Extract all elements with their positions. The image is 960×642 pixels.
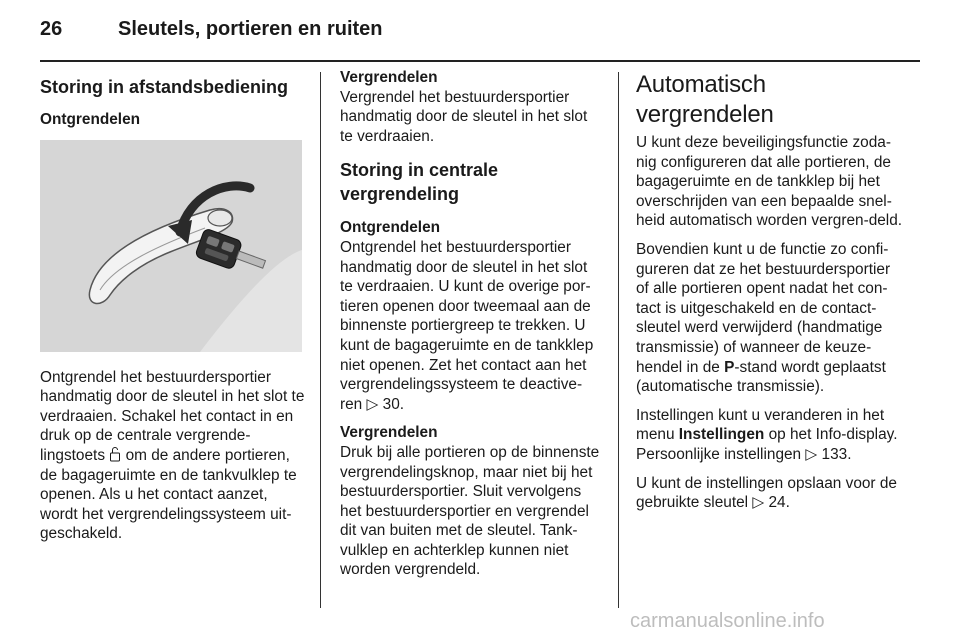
subheading-unlock-2: Ontgrendelen bbox=[340, 219, 441, 237]
section-heading-remote-fault: Storing in afstandsbediening bbox=[40, 77, 289, 97]
auto-lock-para-3-text-b: op het Info-display. Persoonlijke instellingen bbox=[636, 426, 898, 463]
door-handle-key-illustration bbox=[40, 140, 302, 352]
auto-lock-para-3 bbox=[636, 406, 904, 465]
page-ref-link[interactable]: 24 bbox=[768, 494, 786, 512]
auto-lock-para-2 bbox=[636, 240, 904, 397]
page-ref-link[interactable]: 30 bbox=[382, 395, 400, 413]
lock-instructions: Vergrendel het bestuurdersportier handmatig door de sleutel in het slot te verdraaien. bbox=[340, 88, 588, 145]
central-unlock-text: Ontgrendel het bestuurdersportier handmatig door de sleutel in het slot te verdraaien. U kunt de overige por-tieren openen door tweemaal aan de binnenste portiergreep te trekken. U kunt de bagageruimte en de tankklep niet openen. Zet het contact aan het vergrendelingssysteem te deactive-ren bbox=[340, 238, 594, 413]
gear-p-label: P bbox=[724, 358, 735, 376]
door-handle-image bbox=[40, 140, 302, 352]
watermark: carmanualsonline.info bbox=[630, 610, 825, 632]
page-title: Sleutels, portieren en ruiten bbox=[118, 18, 383, 40]
section-heading-central-lock-fault: Storing in centrale vergrendeling bbox=[340, 160, 499, 205]
arrow-ref-icon: ▷ bbox=[752, 494, 769, 512]
arrow-ref-icon: ▷ bbox=[366, 395, 383, 413]
auto-lock-para-4-text: U kunt de instellingen opslaan voor de gebruikte sleutel bbox=[636, 474, 897, 512]
auto-lock-para-4 bbox=[636, 474, 904, 513]
subheading-lock: Vergrendelen bbox=[340, 69, 438, 86]
section-heading-auto-lock: Automatisch vergrendelen bbox=[636, 71, 774, 128]
subheading-unlock: Ontgrendelen bbox=[40, 111, 141, 128]
auto-lock-para-1: U kunt deze beveiligingsfunctie zoda-nig configureren dat alle portieren, de bagageruimte en de tankklep bij het overschrijden van een bepaalde snel-heid automatisch worden vergren-deld. bbox=[636, 134, 903, 230]
column-2 bbox=[340, 68, 602, 589]
page-header bbox=[40, 14, 920, 56]
period: . bbox=[399, 395, 405, 413]
central-unlock-instructions bbox=[340, 238, 602, 414]
period: . bbox=[785, 494, 790, 512]
subheading-lock-2: Vergrendelen bbox=[340, 424, 438, 442]
column-1 bbox=[40, 68, 305, 553]
page-number: 26 bbox=[40, 18, 63, 40]
arrow-ref-icon: ▷ bbox=[805, 445, 822, 463]
column-divider-1 bbox=[320, 72, 321, 608]
auto-lock-para-3-text-a: Instellingen kunt u veranderen in het menu bbox=[636, 406, 885, 444]
unlock-instructions bbox=[40, 368, 305, 544]
menu-settings-label: Instellingen bbox=[678, 426, 765, 444]
header-divider bbox=[40, 60, 920, 62]
unlock-text-part1: Ontgrendel het bestuurdersportier handmatig door de sleutel in het slot te verdraaien. Schakel het contact in en druk op de centrale vergrende-lingstoets bbox=[40, 368, 305, 464]
column-divider-2 bbox=[618, 72, 619, 608]
page-ref-link[interactable]: 133 bbox=[821, 445, 848, 463]
unlock-text-part2: om de andere portieren, de bagageruimte en de tankvulklep te openen. Als u het contact aanzet, wordt het vergrendelingssysteem uit-geschakeld. bbox=[40, 446, 297, 543]
unlock-icon bbox=[109, 446, 121, 462]
central-lock-instructions: Druk bij alle portieren op de binnenste vergrendelingsknop, maar niet bij het bestuurdersportier. Sluit vervolgens het bestuurdersportier en vergrendel dit van buiten met de sleutel. Tank-vulklep en achterklep kunnen niet worden vergrendeld. bbox=[340, 443, 600, 579]
auto-lock-para-2-text-a: Bovendien kunt u de functie zo confi-gureren dat ze het bestuurdersportier of alle portieren opent nadat het con-tact is uitgeschakeld en de contact-sleutel werd verwijderd (handmatige transmissie) of wanneer de keuze-hendel in de bbox=[636, 240, 891, 376]
auto-lock-para-2-text-b: -stand wordt geplaatst (automatische transmissie). bbox=[636, 358, 886, 396]
column-3 bbox=[636, 68, 904, 522]
period: . bbox=[847, 445, 852, 463]
